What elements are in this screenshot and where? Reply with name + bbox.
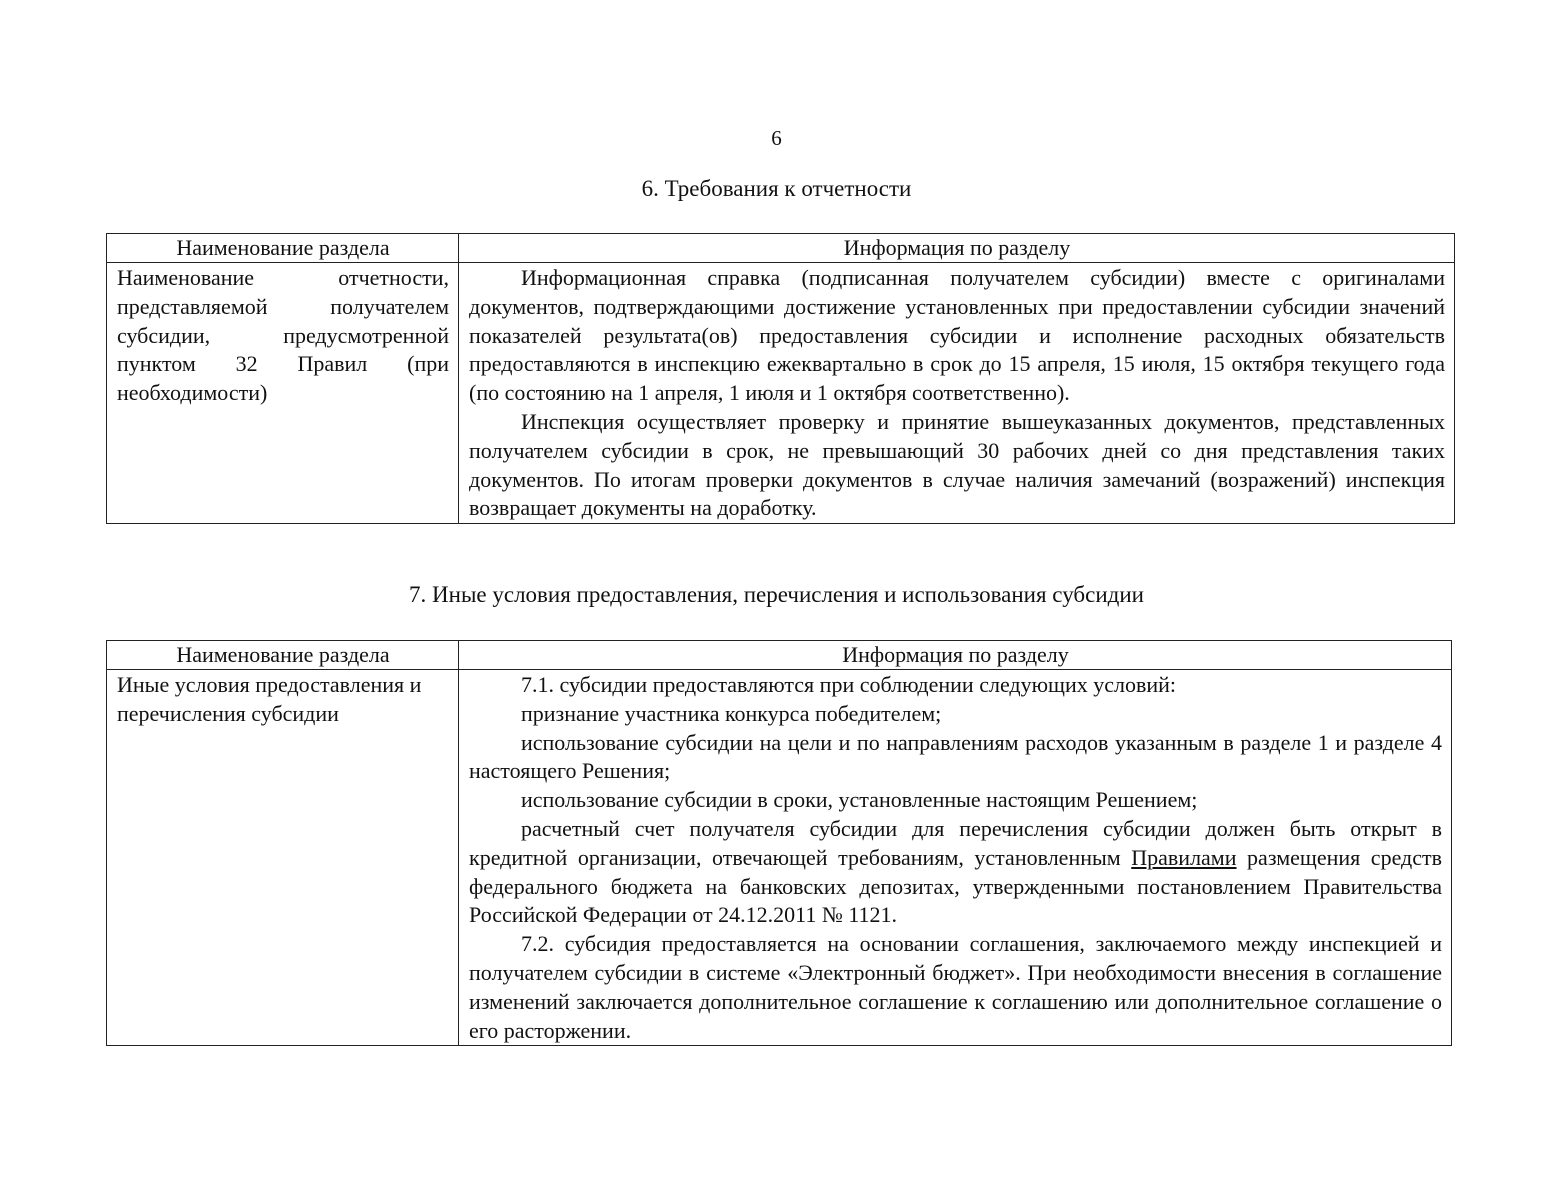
- section-7-title: 7. Иные условия предоставления, перечисления и использования субсидии: [409, 582, 1144, 607]
- info-paragraph: использование субсидии в сроки, установленные настоящим Решением;: [521, 787, 1198, 813]
- section-6-title: 6. Требования к отчетности: [641, 176, 912, 201]
- column-header-section-info: Информация по разделу: [459, 234, 1455, 263]
- table-row: [107, 670, 1452, 1046]
- info-paragraph: 7.1. субсидии предоставляются при соблюдении следующих условий:: [521, 672, 1177, 697]
- info-paragraph: Информационная справка (подписанная получателем субсидии) вместе с оригиналами документов, подтверждающими достижение установленных при предоставлении субсидии значений показателей результата(ов) предоставления субсидии и исполнение расходных обязательств предоставляются в инспекцию ежеквартально в срок до 15 апреля, 15 июля, 15 октября текущего года (по состоянию на 1 апреля, 1 июля и 1 октября соответственно).: [469, 265, 1445, 406]
- section-info-cell: [459, 670, 1452, 1046]
- paragraph-text: размещения средств федерального бюджета на банковских депозитах, утвержденными постановлением Правительства Российской Федерации от 24.12.2011 № 1121.: [469, 844, 1443, 928]
- info-paragraph: признание участника конкурса победителем;: [521, 700, 942, 726]
- info-paragraph: использование субсидии на цели и по направлениям расходов указанным в разделе 1 и разделе 4 настоящего Решения;: [469, 729, 1442, 784]
- info-paragraph: 7.2. субсидия предоставляется на основании соглашения, заключаемого между инспекцией и получателем субсидии в системе «Электронный бюджет». При необходимости внесения в соглашение изменений заключается дополнительное соглашение к соглашению или дополнительное соглашение о его расторжении.: [469, 931, 1442, 1043]
- info-paragraph: [469, 815, 1442, 930]
- reporting-requirements-table: [106, 233, 1455, 524]
- column-header-section-info: Информация по разделу: [459, 641, 1452, 670]
- table-header-row: [107, 234, 1455, 263]
- info-paragraph: Инспекция осуществляет проверку и принятие вышеуказанных документов, представленных получателем субсидии в срок, не превышающий 30 рабочих дней со дня представления таких документов. По итогам проверки документов в случае наличия замечаний (возражений) инспекция возвращает документы на доработку.: [469, 408, 1445, 521]
- page-number: 6: [771, 126, 782, 150]
- section-name-cell: Иные условия предоставления и перечисления субсидии: [107, 670, 459, 1046]
- other-conditions-table: [106, 640, 1452, 1046]
- section-info-cell: [459, 263, 1455, 524]
- section-name-cell: Наименование отчетности, представляемой получателем субсидии, предусмотренной пунктом 32 Правил (при необходимости): [107, 263, 459, 524]
- rules-link[interactable]: Правилами: [1131, 844, 1237, 870]
- paragraph-text: расчетный счет получателя субсидии для перечисления субсидии должен быть открыт в кредитной организации, отвечающей требованиям, установленным: [469, 815, 1442, 870]
- column-header-section-name: Наименование раздела: [107, 641, 459, 670]
- column-header-section-name: Наименование раздела: [107, 234, 459, 263]
- table-row: [107, 263, 1455, 524]
- table-header-row: [107, 641, 1452, 670]
